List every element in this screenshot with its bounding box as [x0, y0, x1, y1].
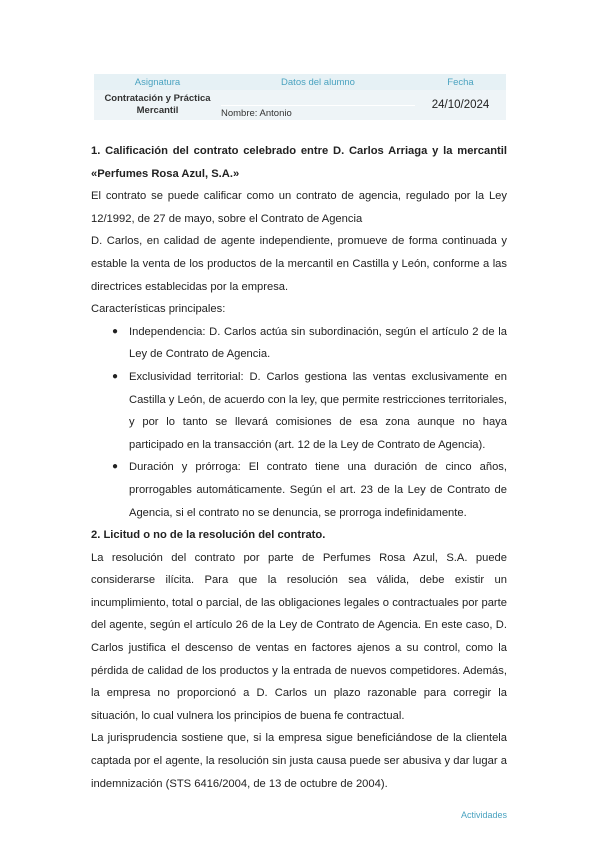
- section2-paragraph-2: La jurisprudencia sostiene que, si la empresa sigue beneficiándose de la clientela captada por el agente, la resolución sin justa causa puede ser abusiva y dar lugar a indemnización (STS 6416/2004, de 13 de octubre de 2004).: [91, 732, 507, 790]
- header-col-date: Fecha: [415, 74, 506, 90]
- document-body: [91, 140, 507, 795]
- section1-paragraph-1: El contrato se puede calificar como un contrato de agencia, regulado por la Ley 12/1992, de 27 de mayo, sobre el Contrato de Agencia: [91, 190, 507, 225]
- header-col-student: Datos del alumno: [221, 74, 415, 90]
- bullet-icon: ●: [112, 370, 119, 382]
- list-item: ● Independencia: D. Carlos actúa sin subordinación, según el artículo 2 de la Ley de Contrato de Agencia.: [91, 321, 507, 366]
- bullet-icon: ●: [112, 325, 119, 337]
- section1-paragraph-2: D. Carlos, en calidad de agente independiente, promueve de forma continuada y estable la venta de los productos de la mercantil en Castilla y León, conforme a las directrices establecidas por la empresa.: [91, 235, 507, 293]
- list-item: ● Exclusividad territorial: D. Carlos gestiona las ventas exclusivamente en Castilla y León, de acuerdo con la ley, que permite restricciones territoriales, y por lo tanto se llevará comisiones de esa zona aunque no haya participado en la transacción (art. 12 de la Ley de Contrato de Agencia).: [91, 366, 507, 456]
- header-col-subject: Asignatura: [94, 74, 221, 90]
- subject-value: Contratación y Práctica Mercantil: [94, 90, 221, 120]
- section1-paragraph-3: Características principales:: [91, 303, 226, 316]
- student-blank-cell: [221, 90, 415, 106]
- bullet-icon: ●: [112, 461, 119, 473]
- student-name-value: Nombre: Antonio: [221, 106, 415, 121]
- footer-label: Actividades: [460, 810, 507, 820]
- list-item: ● Duración y prórroga: El contrato tiene una duración de cinco años, prorrogables automáticamente. Según el art. 23 de la Ley de Contrato de Agencia, si el contrato no se denuncia, se prorroga indefinidamente.: [91, 456, 507, 524]
- characteristics-list: [91, 321, 507, 524]
- date-value: 24/10/2024: [415, 90, 506, 120]
- section2-paragraph-1: La resolución del contrato por parte de Perfumes Rosa Azul, S.A. puede considerarse ilícita. Para que la resolución sea válida, debe existir un incumplimiento, total o parcial, de las obligaciones legales o contractuales por parte del agente, según el artículo 26 de la Ley de Contrato de Agencia. En este caso, D. Carlos justifica el descenso de ventas en factores ajenos a su control, como la pérdida de calidad de los productos y la entrada de nuevos competidores. Además, la empresa no proporcionó a D. Carlos un plazo razonable para corregir la situación, lo cual vulnera los principios de buena fe contractual.: [91, 551, 507, 722]
- section2-heading: 2. Licitud o no de la resolución del contrato.: [91, 529, 326, 542]
- section1-heading: 1. Calificación del contrato celebrado entre D. Carlos Arriaga y la mercantil «Perfumes Rosa Azul, S.A.»: [91, 145, 507, 180]
- header-table: [94, 74, 506, 120]
